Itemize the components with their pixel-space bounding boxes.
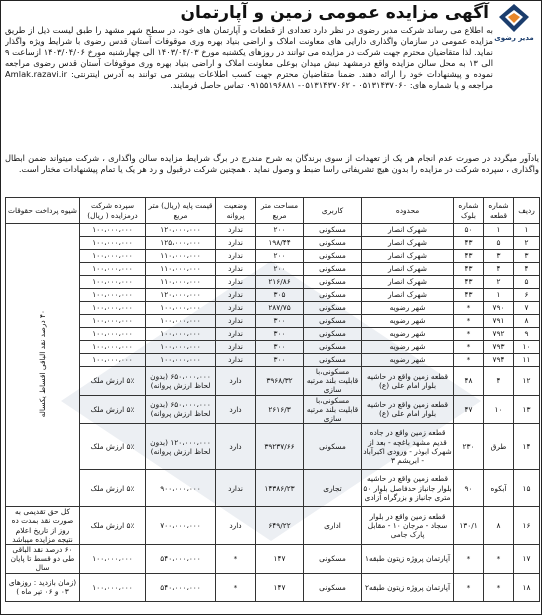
col-header: شماره قطعه [484,198,514,224]
table-cell: ۱۰۰،۰۰۰،۰۰۰ [80,302,146,315]
table-row [6,237,540,250]
table-cell: ۱۰۰،۰۰۰،۰۰۰ [80,224,146,237]
page-title: آگهی مزایده عمومی زمین و آپارتمان [180,3,489,23]
table-cell: قطعه زمین واقع در بلوار سجاد - مرجان ۱۰ - مقابل پارک جامی [362,507,454,545]
table-cell: ۳۰۰ [256,354,304,367]
table-cell: ۱۴۳۸۶/۲۳ [256,470,304,507]
table-cell: ۱۲۵،۰۰۰،۰۰۰ [146,237,216,250]
table-cell: شهر رضویه [362,315,454,328]
table-cell: قطعه زمین واقع در حاشیه بلوار جانباز حدفاصل بلوار ۵۰ متری جانباز و بزرگراه آزادی [362,470,454,507]
col-header: ردیف [514,198,540,224]
logo-text: مدیر رضوی [494,34,534,42]
table-row [6,545,540,574]
table-header-row [6,198,540,224]
table-cell: ندارد [216,354,256,367]
col-header: شیوه پرداخت حقوقات [6,198,80,224]
table-cell: آپارتمان پروژه زیتون طبقه۱ [362,545,454,574]
table-cell: ۱۲۰،۰۰۰،۰۰۰ (بدون لحاظ ارزش پروانه) [146,424,216,470]
table-cell: دارد [216,424,256,470]
table-cell: ۱۶ [514,507,540,545]
table-cell: ۲ [484,276,514,289]
table-cell: ۱۰۰،۰۰۰،۰۰۰ [80,328,146,341]
table-cell: ۴۳ [454,263,484,276]
table-cell: ۹ [514,328,540,341]
table-cell: ۱۱ [514,354,540,367]
table-cell: ۳۰۰ [256,328,304,341]
table-cell: ۱۱۰،۰۰۰،۰۰۰ [146,263,216,276]
table-cell: ۱۳ [514,395,540,424]
table-cell: ۱۰۰،۰۰۰،۰۰۰ [80,237,146,250]
table-cell: شهرک انصار [362,237,454,250]
table-cell: ۷۹۴ [484,354,514,367]
table-cell: طرق [484,424,514,470]
table-cell: تجاری [304,470,362,507]
table-cell: مسکونی [304,237,362,250]
table-cell: ۶۵۰،۰۰۰،۰۰۰ (بدون لحاظ ارزش پروانه) [146,367,216,396]
company-logo [491,3,537,47]
table-cell: مسکونی [304,341,362,354]
table-cell: ۴۳ [454,289,484,302]
table-cell: ۵۰ [454,224,484,237]
table-row [6,250,540,263]
table-cell: ۴۳ [454,250,484,263]
table-cell: ۳۹۶۸/۳۲ [256,367,304,396]
table-cell: ۲۰۰ [256,224,304,237]
table-cell: قطعه زمین واقع در جاده قدیم مشهد باغچه - بعد از شهرک ابوذر - ورودی اکبرآباد - ابریشم ۳ [362,424,454,470]
table-cell: ۳۰۵ [256,289,304,302]
table-row [6,315,540,328]
table-cell: * [454,354,484,367]
table-cell: ۱۰۰،۰۰۰،۰۰۰ [80,545,146,574]
table-cell: شهرک انصار [362,276,454,289]
table-cell: ۵ [484,237,514,250]
table-cell: * [216,573,256,601]
col-header: شماره بلوک [454,198,484,224]
col-header: محدوده [362,198,454,224]
table-cell: ۲۱۶/۸۶ [256,276,304,289]
table-cell: ۵٪ ارزش ملک [80,470,146,507]
table-cell: مسکونی [304,276,362,289]
table-cell: ۳۹۲۳۷/۶۶ [256,424,304,470]
table-row [6,573,540,601]
table-cell: * [454,315,484,328]
table-cell: * [454,573,484,601]
table-cell: ۹۰ [454,470,484,507]
table-cell: ۱۲۰،۰۰۰،۰۰۰ [146,224,216,237]
table-row [6,302,540,315]
table-cell: ۱۷ [514,545,540,574]
table-cell: ۱۰۰،۰۰۰،۰۰۰ [80,276,146,289]
table-row [6,470,540,507]
table-cell: ۷۹۳ [484,341,514,354]
table-cell: ندارد [216,237,256,250]
table-cell: ۷ [514,302,540,315]
table-cell: ۴۳ [454,237,484,250]
table-cell: * [454,328,484,341]
table-cell: ۳۰۰ [256,341,304,354]
payment-method-cell: (زمان بازدید : روزهای ۰۳ و ۰۶ تیر ماه ) [6,573,80,601]
table-cell: ۴ [484,263,514,276]
auction-table [5,197,540,602]
table-cell: ۵٪ ارزش ملک [80,395,146,424]
table-cell: ۱۴ [514,424,540,470]
table-cell: ۱۰۰،۰۰۰،۰۰۰ [80,354,146,367]
table-cell: مسکونی [304,263,362,276]
table-cell: ۸ [484,507,514,545]
table-cell: ۱۸ [514,573,540,601]
table-cell: ندارد [216,263,256,276]
table-cell: ۵۴۰،۰۰۰،۰۰۰ [146,573,216,601]
table-cell: ۴۷ [454,395,484,424]
table-cell: ۴۳ [454,276,484,289]
table-cell: قطعه زمین واقع در حاشیه بلوار امام علی (ع) [362,395,454,424]
table-row [6,263,540,276]
table-cell: مسکونی [304,424,362,470]
table-cell: * [484,573,514,601]
table-cell: ۱۰۰،۰۰۰،۰۰۰ [146,315,216,328]
table-cell: ندارد [216,289,256,302]
intro-paragraph: به اطلاع می رساند شرکت مدبر رضوی در نظر دارد تعدادی از قطعات و آپارتمان های خود، در سطح شهر مشهد را طبق لیست ذیل از طریق مزایده عمومی در سازمان واگذاری دارایی های معاونت املاک و اراضی بنیاد بهره وری موقوفات آستان قدس رضوی با شرایط ویژه واگذار نماید. لذا متقاضیان محترم جهت شرکت در مزایده می توانند در روزهای یکشنبه مورخ ۱۴۰۳/۰۴/۰۳ الی چهارشنبه مورخ ۱۴۰۳/۰۴/۰۶ ازساعت ۹ الی ۱۳ به محل سالن مزایده واقع درمشهد نبش میدان بوعلی معاونت املاک و اراضی بنیاد بهره وری موقوفات آستان قدس رضوی مراجعه نموده و پیشنهادات خود را ارائه دهند. ضمنا متقاضیان محترم جهت کسب اطلاعات بیشتر می توانند به آدرس اینترنتی: Amlak.razavi.ir مراجعه و یا شماره های: ۰۵۱۳۱۴۳۷۰۶۰ - ۰۵۱۳۱۴۳۷۰۶۲- ۰۹۱۵۵۱۹۶۸۸۱ تماس حاصل فرمایند. [5,25,493,90]
table-cell: ندارد [216,328,256,341]
table-cell: مسکونی [304,224,362,237]
table-cell: ۱ [514,224,540,237]
table-cell: * [454,341,484,354]
table-cell: شهرک انصار [362,263,454,276]
note-paragraph: یادآور میگردد در صورت عدم انجام هر یک از تعهدات از سوی برندگان به شرح مندرج در برگ شرایط مزایده سالن واگذاری ، شرکت میتواند ضمن ابطال واگذاری ، سپرده شرکت در مزایده را بدون هیچ تشریفاتی راسا ضبط و وصول نماید . همچنین شرکت درقبول و رد هر یک یا تمام پیشنهادات مختار است. [5,153,539,174]
table-cell: دارد [216,395,256,424]
table-cell: * [484,545,514,574]
table-row [6,354,540,367]
table-cell: شهر رضویه [362,341,454,354]
table-cell: ندارد [216,276,256,289]
table-cell: ۵٪ ارزش ملک [80,507,146,545]
table-cell: آپارتمان پروژه زیتون طبقه۲ [362,573,454,601]
table-cell: مسکونی [304,289,362,302]
table-cell: ۵٪ ارزش ملک [80,424,146,470]
table-cell: ندارد [216,315,256,328]
table-cell: شهرک انصار [362,224,454,237]
table-cell: ۱۰۰،۰۰۰،۰۰۰ [80,250,146,263]
col-header: مساحت متر مربع [256,198,304,224]
table-cell: ۱۰۰،۰۰۰،۰۰۰ [80,263,146,276]
table-cell: ۵ [514,276,540,289]
table-cell: مسکونی [304,315,362,328]
table-cell: ۱۲ [514,367,540,396]
table-cell: ۶۵۰،۰۰۰،۰۰۰ (بدون لحاظ ارزش پروانه) [146,395,216,424]
table-cell: * [454,545,484,574]
table-cell: ۷۹۰ [484,302,514,315]
payment-method-cell [6,224,80,507]
payment-method-cell: کل حق تقدیمی به صورت نقد بمدت ده روز از تاریخ اعلام نتیجه مزایده میباشد [6,507,80,545]
table-cell: ۶ [514,289,540,302]
table-cell: مسکونی [304,354,362,367]
table-cell: شهرک انصار [362,250,454,263]
logo-icon [498,3,530,33]
table-cell: ۱۰۰،۰۰۰،۰۰۰ [146,341,216,354]
table-cell: ۱۲۰،۰۰۰،۰۰۰ [146,289,216,302]
table-cell: ۱۱۰،۰۰۰،۰۰۰ [146,250,216,263]
table-row [6,276,540,289]
table-cell: ۴۸ [454,367,484,396]
table-row [6,395,540,424]
table-cell: ۱۴۷ [256,545,304,574]
table-row [6,328,540,341]
table-cell: ۳۰۰ [256,315,304,328]
table-cell: مسکونی [304,545,362,574]
table-cell: مسکونی [304,573,362,601]
table-row [6,424,540,470]
table-cell: ۱۰۰،۰۰۰،۰۰۰ [146,302,216,315]
table-cell: اداری [304,507,362,545]
table-row [6,507,540,545]
table-row [6,367,540,396]
table-cell: ۱۰۰،۰۰۰،۰۰۰ [146,354,216,367]
table-cell: ۲۰۰ [256,263,304,276]
col-header: قیمت پایه (ریال) متر مربع [146,198,216,224]
table-cell: ۳ [484,250,514,263]
table-cell: ۱۰۰،۰۰۰،۰۰۰ [146,328,216,341]
table-cell: ۴ [514,263,540,276]
table-cell: ۲۳۰ [454,424,484,470]
table-cell: ۳ [514,250,540,263]
table-cell: ۱۰۰،۰۰۰،۰۰۰ [80,341,146,354]
table-cell: ۵۴۰،۰۰۰،۰۰۰ [146,545,216,574]
table-cell: * [454,302,484,315]
table-cell: ۹۰۰،۰۰۰،۰۰۰ [146,470,216,507]
table-cell: ۱۴۷ [256,573,304,601]
table-cell: ۷۹۱ [484,315,514,328]
table-cell: آبکوه [484,470,514,507]
payment-method-cell: ۶۰ درصد نقد الباقی طی دو قسط تا پایان سال [6,545,80,574]
table-cell: ۱۰۰،۰۰۰،۰۰۰ [80,315,146,328]
table-cell: ۷۰۰،۰۰۰،۰۰۰ [146,507,216,545]
table-cell: ۲۸۷/۷۵ [256,302,304,315]
table-cell: ندارد [216,470,256,507]
table-cell: ۱۱۰،۰۰۰،۰۰۰ [146,276,216,289]
table-cell: شهر رضویه [362,328,454,341]
table-cell: شهر رضویه [362,354,454,367]
table-cell: ۲۶۱۶/۳ [256,395,304,424]
table-cell: ندارد [216,250,256,263]
table-cell: دارد [216,507,256,545]
table-cell: دارد [216,367,256,396]
table-cell: شهر رضویه [362,302,454,315]
table-row [6,289,540,302]
table-cell: ۱ [484,289,514,302]
table-cell: * [216,545,256,574]
table-cell: ۱۵ [514,470,540,507]
table-cell: ۶۴۹/۲۲ [256,507,304,545]
table-cell: ندارد [216,302,256,315]
table-cell: ۱۰۰،۰۰۰،۰۰۰ [80,573,146,601]
table-cell: ۵٪ ارزش ملک [80,367,146,396]
table-cell: ندارد [216,224,256,237]
table-cell: قطعه زمین واقع در حاشیه بلوار امام علی (ع) [362,367,454,396]
table-cell: مسکونی،با قابلیت بلند مرتبه سازی [304,367,362,396]
table-cell: ۷۹۲ [484,328,514,341]
table-cell: ۱۰ [514,341,540,354]
table-cell: مسکونی [304,328,362,341]
table-cell: ۱۰ [484,395,514,424]
col-header: سپرده شرکت درمزایده ( ریال) [80,198,146,224]
table-cell: ۲ [514,237,540,250]
header [1,1,542,27]
table-cell: مسکونی [304,302,362,315]
col-header: وضعیت پروانه [216,198,256,224]
table-cell: ۱۳۰/۱ [454,507,484,545]
table-cell: مسکونی [304,250,362,263]
table-cell: ۱۹۸/۴۴ [256,237,304,250]
table-cell: ۱۰۰،۰۰۰،۰۰۰ [80,289,146,302]
col-header: کاربری [304,198,362,224]
table-row [6,341,540,354]
table-cell: ۲۰۰ [256,250,304,263]
table-cell: ندارد [216,341,256,354]
table-row [6,224,540,237]
table-cell: مسکونی،با قابلیت بلند مرتبه سازی [304,395,362,424]
table-cell: ۱ [484,224,514,237]
table-cell: شهرک انصار [362,289,454,302]
payment-method-text: ۴۰ درصد نقد الباقی اقساط یکساله [37,310,47,418]
table-cell: ۸ [514,315,540,328]
table-cell: ۴ [484,367,514,396]
